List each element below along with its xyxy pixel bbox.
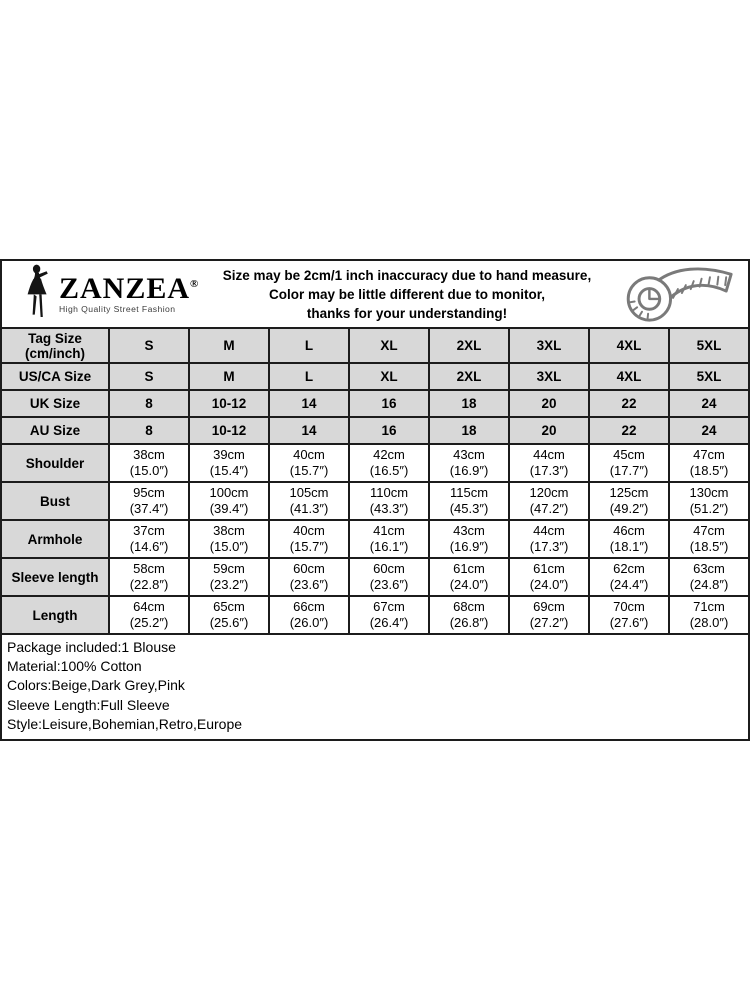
value-cm: 60cm bbox=[293, 561, 325, 576]
size-value-cell: 18 bbox=[429, 390, 509, 417]
row-label: Bust bbox=[1, 482, 109, 520]
value-cm: 59cm bbox=[213, 561, 245, 576]
size-value-cell: 5XL bbox=[669, 363, 749, 390]
value-inch: (26.4″) bbox=[369, 615, 409, 630]
measurement-cell bbox=[189, 596, 269, 634]
brand-name bbox=[59, 274, 198, 304]
value-cm: 37cm bbox=[133, 523, 165, 538]
value-inch: (39.4″) bbox=[209, 501, 249, 516]
size-value-cell: S bbox=[109, 328, 189, 363]
value-inch: (18.1″) bbox=[609, 539, 649, 554]
value-inch: (18.5″) bbox=[689, 539, 729, 554]
value-inch: (16.9″) bbox=[449, 539, 489, 554]
size-value-cell: 4XL bbox=[589, 363, 669, 390]
size-header-row bbox=[1, 328, 749, 363]
size-chart-table bbox=[0, 327, 750, 635]
woman-silhouette-icon bbox=[22, 264, 56, 325]
value-inch: (15.4″) bbox=[209, 463, 249, 478]
brand-text-block bbox=[59, 274, 198, 314]
value-inch: (17.7″) bbox=[609, 463, 649, 478]
row-label: Tag Size (cm/inch) bbox=[1, 328, 109, 363]
value-cm: 68cm bbox=[453, 599, 485, 614]
measurement-cell bbox=[429, 520, 509, 558]
measurement-cell bbox=[269, 596, 349, 634]
value-inch: (26.0″) bbox=[289, 615, 329, 630]
measurement-cell bbox=[189, 482, 269, 520]
value-inch: (26.8″) bbox=[449, 615, 489, 630]
value-inch: (43.3″) bbox=[369, 501, 409, 516]
row-label: US/CA Size bbox=[1, 363, 109, 390]
value-cm: 40cm bbox=[293, 447, 325, 462]
value-cm: 62cm bbox=[613, 561, 645, 576]
value-cm: 60cm bbox=[373, 561, 405, 576]
value-cm: 100cm bbox=[209, 485, 249, 500]
measurement-row bbox=[1, 482, 749, 520]
measurement-cell bbox=[589, 444, 669, 482]
size-value-cell: 14 bbox=[269, 417, 349, 444]
measurement-row bbox=[1, 558, 749, 596]
value-inch: (49.2″) bbox=[609, 501, 649, 516]
info-line-sleeve: Sleeve Length:Full Sleeve bbox=[7, 696, 170, 713]
value-inch: (25.6″) bbox=[209, 615, 249, 630]
disclaimer-line: Size may be 2cm/1 inch inaccuracy due to hand measure, bbox=[222, 267, 592, 283]
value-inch: (17.3″) bbox=[529, 539, 569, 554]
size-value-cell: L bbox=[269, 363, 349, 390]
value-cm: 105cm bbox=[289, 485, 329, 500]
value-cm: 115cm bbox=[449, 485, 489, 500]
size-value-cell: XL bbox=[349, 363, 429, 390]
measurement-cell bbox=[509, 520, 589, 558]
measurement-cell bbox=[589, 596, 669, 634]
value-cm: 65cm bbox=[213, 599, 245, 614]
value-cm: 125cm bbox=[609, 485, 649, 500]
value-cm: 61cm bbox=[453, 561, 485, 576]
value-cm: 69cm bbox=[533, 599, 565, 614]
size-chart-content bbox=[0, 259, 750, 741]
value-cm: 110cm bbox=[369, 485, 409, 500]
value-cm: 43cm bbox=[453, 447, 485, 462]
row-label: UK Size bbox=[1, 390, 109, 417]
info-line-material: Material:100% Cotton bbox=[7, 658, 142, 675]
measurement-cell bbox=[669, 482, 749, 520]
value-inch: (14.6″) bbox=[129, 539, 169, 554]
value-inch: (24.4″) bbox=[609, 577, 649, 592]
value-cm: 120cm bbox=[529, 485, 569, 500]
size-value-cell: 2XL bbox=[429, 328, 509, 363]
measurement-cell bbox=[109, 596, 189, 634]
measurement-cell bbox=[109, 520, 189, 558]
measurement-cell bbox=[429, 444, 509, 482]
measurement-cell bbox=[109, 444, 189, 482]
size-value-cell: M bbox=[189, 328, 269, 363]
size-value-cell: M bbox=[189, 363, 269, 390]
value-inch: (27.2″) bbox=[529, 615, 569, 630]
measurement-cell bbox=[189, 558, 269, 596]
value-inch: (24.0″) bbox=[529, 577, 569, 592]
measurement-cell bbox=[589, 558, 669, 596]
brand-tagline: High Quality Street Fashion bbox=[59, 304, 176, 315]
size-table-body bbox=[1, 328, 749, 634]
measurement-cell bbox=[589, 482, 669, 520]
product-info-box bbox=[0, 633, 750, 741]
value-cm: 41cm bbox=[373, 523, 405, 538]
value-cm: 95cm bbox=[133, 485, 165, 500]
value-inch: (23.6″) bbox=[289, 577, 329, 592]
value-cm: 38cm bbox=[213, 523, 245, 538]
measurement-cell bbox=[509, 596, 589, 634]
value-cm: 71cm bbox=[693, 599, 725, 614]
size-value-cell: XL bbox=[349, 328, 429, 363]
value-inch: (18.5″) bbox=[689, 463, 729, 478]
size-value-cell: 24 bbox=[669, 390, 749, 417]
measurement-cell bbox=[269, 482, 349, 520]
measurement-row bbox=[1, 596, 749, 634]
info-line-style: Style:Leisure,Bohemian,Retro,Europe bbox=[7, 715, 243, 732]
row-label: Length bbox=[1, 596, 109, 634]
value-cm: 43cm bbox=[453, 523, 485, 538]
value-cm: 44cm bbox=[533, 523, 565, 538]
measurement-cell bbox=[509, 482, 589, 520]
brand-name-text: ZANZEA bbox=[59, 272, 191, 306]
row-label: Armhole bbox=[1, 520, 109, 558]
size-value-cell: 14 bbox=[269, 390, 349, 417]
size-value-cell: 2XL bbox=[429, 363, 509, 390]
disclaimer-line: Color may be little different due to monitor, bbox=[268, 286, 546, 302]
size-value-cell: 20 bbox=[509, 417, 589, 444]
size-value-cell: 16 bbox=[349, 390, 429, 417]
row-label: Shoulder bbox=[1, 444, 109, 482]
measurement-cell bbox=[429, 596, 509, 634]
value-cm: 45cm bbox=[613, 447, 645, 462]
measurement-cell bbox=[669, 520, 749, 558]
value-inch: (16.1″) bbox=[369, 539, 409, 554]
header-box bbox=[0, 259, 750, 329]
value-inch: (23.2″) bbox=[209, 577, 249, 592]
value-inch: (23.6″) bbox=[369, 577, 409, 592]
value-inch: (41.3″) bbox=[289, 501, 329, 516]
size-value-cell: 8 bbox=[109, 417, 189, 444]
size-header-row bbox=[1, 390, 749, 417]
value-cm: 40cm bbox=[293, 523, 325, 538]
measurement-cell bbox=[429, 558, 509, 596]
value-cm: 67cm bbox=[373, 599, 405, 614]
measurement-cell bbox=[349, 520, 429, 558]
measurement-cell bbox=[669, 558, 749, 596]
size-value-cell: 20 bbox=[509, 390, 589, 417]
row-label: Sleeve length bbox=[1, 558, 109, 596]
measurement-cell bbox=[269, 444, 349, 482]
value-inch: (15.7″) bbox=[289, 463, 329, 478]
size-header-row bbox=[1, 363, 749, 390]
measurement-cell bbox=[669, 596, 749, 634]
value-cm: 66cm bbox=[293, 599, 325, 614]
value-cm: 64cm bbox=[133, 599, 165, 614]
info-line-package: Package included:1 Blouse bbox=[7, 639, 176, 655]
value-inch: (22.8″) bbox=[129, 577, 169, 592]
value-inch: (37.4″) bbox=[129, 501, 169, 516]
size-disclaimer bbox=[214, 266, 600, 323]
size-value-cell: 5XL bbox=[669, 328, 749, 363]
value-cm: 70cm bbox=[613, 599, 645, 614]
value-cm: 39cm bbox=[213, 447, 245, 462]
measurement-cell bbox=[189, 444, 269, 482]
measurement-cell bbox=[109, 482, 189, 520]
measurement-cell bbox=[269, 558, 349, 596]
measurement-cell bbox=[429, 482, 509, 520]
size-value-cell: S bbox=[109, 363, 189, 390]
measurement-cell bbox=[349, 558, 429, 596]
size-value-cell: 8 bbox=[109, 390, 189, 417]
value-inch: (15.0″) bbox=[129, 463, 169, 478]
size-value-cell: 24 bbox=[669, 417, 749, 444]
size-value-cell: 10-12 bbox=[189, 390, 269, 417]
value-cm: 63cm bbox=[693, 561, 725, 576]
value-inch: (16.5″) bbox=[369, 463, 409, 478]
measurement-cell bbox=[349, 482, 429, 520]
value-cm: 47cm bbox=[693, 447, 725, 462]
size-value-cell: 16 bbox=[349, 417, 429, 444]
value-inch: (51.2″) bbox=[689, 501, 729, 516]
size-value-cell: 3XL bbox=[509, 363, 589, 390]
measurement-cell bbox=[349, 444, 429, 482]
measurement-cell bbox=[109, 558, 189, 596]
value-inch: (15.0″) bbox=[209, 539, 249, 554]
size-value-cell: 10-12 bbox=[189, 417, 269, 444]
size-value-cell: 22 bbox=[589, 417, 669, 444]
value-cm: 42cm bbox=[373, 447, 405, 462]
value-cm: 130cm bbox=[689, 485, 729, 500]
measurement-cell bbox=[509, 558, 589, 596]
value-inch: (47.2″) bbox=[529, 501, 569, 516]
measurement-cell bbox=[269, 520, 349, 558]
value-inch: (45.3″) bbox=[449, 501, 489, 516]
measuring-tape-icon bbox=[600, 263, 748, 325]
value-inch: (17.3″) bbox=[529, 463, 569, 478]
value-inch: (24.8″) bbox=[689, 577, 729, 592]
size-header-row bbox=[1, 417, 749, 444]
value-cm: 47cm bbox=[693, 523, 725, 538]
measurement-cell bbox=[349, 596, 429, 634]
measurement-row bbox=[1, 444, 749, 482]
size-value-cell: 4XL bbox=[589, 328, 669, 363]
value-inch: (27.6″) bbox=[609, 615, 649, 630]
value-cm: 44cm bbox=[533, 447, 565, 462]
size-value-cell: 3XL bbox=[509, 328, 589, 363]
value-inch: (28.0″) bbox=[689, 615, 729, 630]
brand-logo bbox=[2, 264, 214, 325]
size-value-cell: L bbox=[269, 328, 349, 363]
value-inch: (15.7″) bbox=[289, 539, 329, 554]
row-label: AU Size bbox=[1, 417, 109, 444]
measurement-cell bbox=[669, 444, 749, 482]
measurement-cell bbox=[589, 520, 669, 558]
value-inch: (24.0″) bbox=[449, 577, 489, 592]
size-value-cell: 18 bbox=[429, 417, 509, 444]
measurement-row bbox=[1, 520, 749, 558]
value-cm: 61cm bbox=[533, 561, 565, 576]
value-cm: 58cm bbox=[133, 561, 165, 576]
value-inch: (25.2″) bbox=[129, 615, 169, 630]
registered-trademark-symbol: ® bbox=[190, 278, 199, 291]
measurement-cell bbox=[189, 520, 269, 558]
size-value-cell: 22 bbox=[589, 390, 669, 417]
value-inch: (16.9″) bbox=[449, 463, 489, 478]
measurement-cell bbox=[509, 444, 589, 482]
disclaimer-line: thanks for your understanding! bbox=[306, 305, 508, 321]
info-line-colors: Colors:Beige,Dark Grey,Pink bbox=[7, 677, 185, 694]
value-cm: 38cm bbox=[133, 447, 165, 462]
value-cm: 46cm bbox=[613, 523, 645, 538]
